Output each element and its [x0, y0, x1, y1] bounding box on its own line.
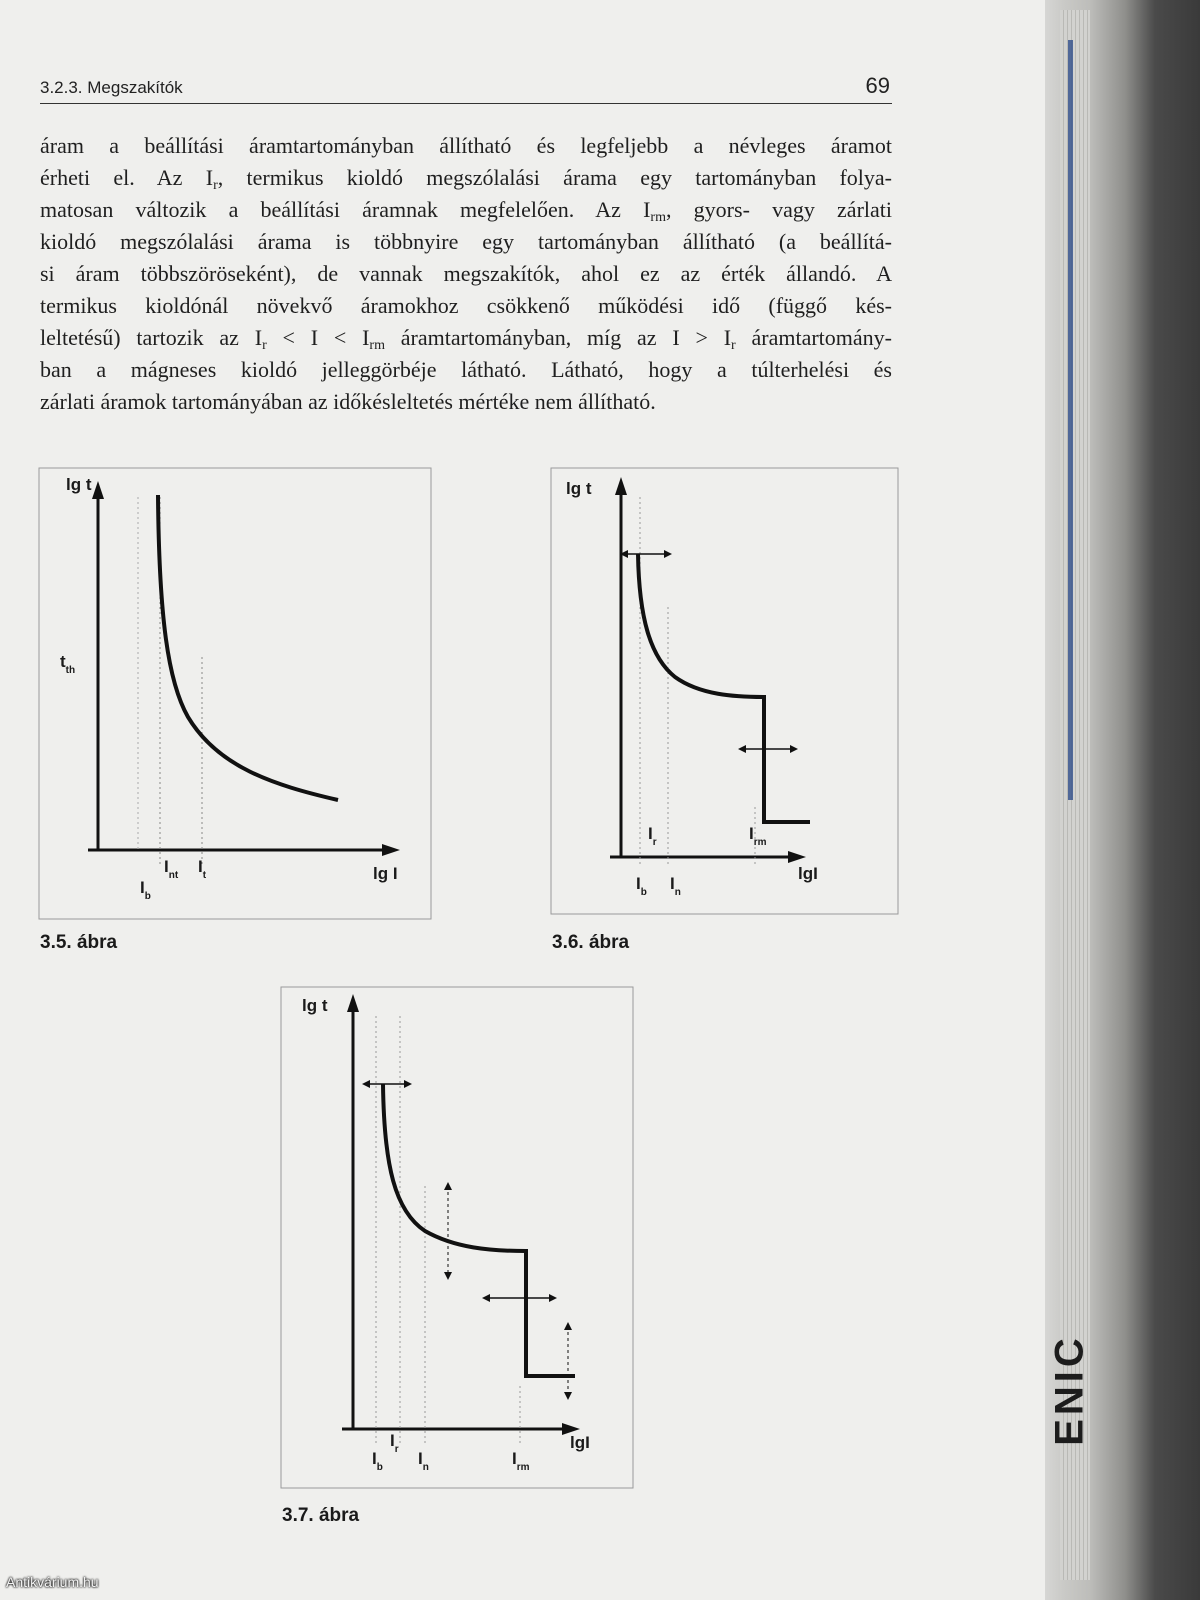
x-axis-label: lgI [798, 864, 818, 883]
text-line: áram a beállítási áramtartományban állítható és legfeljebb a névleges áramot [40, 133, 892, 158]
in-label: $I_n$ [670, 874, 681, 898]
text-line: érheti el. Az $I_r$, termikus kioldó megszólalási árama egy tartományban folya- [40, 165, 892, 193]
irm-label: $I_{rm}$ [512, 1449, 530, 1473]
header-rule [40, 103, 892, 104]
x-axis-label: lgI [570, 1433, 590, 1452]
y-axis-arrow [347, 994, 359, 1012]
ir-label: $I_r$ [648, 824, 657, 848]
ib-label: $I_b$ [372, 1449, 383, 1473]
spine-accent [1068, 40, 1073, 800]
y-axis-label: lg t [66, 475, 92, 494]
ir-label: $I_r$ [390, 1431, 399, 1455]
spine-title: ENIC [1048, 1334, 1092, 1446]
y-axis-label: lg t [566, 479, 592, 498]
figure-3-5-caption: 3.5. ábra [40, 932, 118, 953]
body-paragraph [40, 130, 892, 418]
trip-curve [158, 495, 338, 800]
irm-label: $I_{rm}$ [749, 824, 767, 848]
figure-frame [281, 987, 633, 1488]
figure-3-6 [550, 467, 900, 917]
y-axis-label: lg t [302, 996, 328, 1015]
t-th-label: $t_{th}$ [60, 652, 76, 676]
ib-label: $I_b$ [636, 874, 647, 898]
figure-3-7 [280, 986, 635, 1491]
text-line: zárlati áramok tartományában az időkésleltetés mértéke nem állítható. [40, 389, 656, 414]
int-label: $I_{nt}$ [164, 857, 179, 881]
watermark: Antikvárium.hu [6, 1574, 99, 1590]
text-line: si áram többszöröseként), de vannak megszakítók, ahol ez az érték állandó. A [40, 261, 892, 286]
text-line: ban a mágneses kioldó jelleggörbéje látható. Látható, hogy a túlterhelési és [40, 357, 892, 382]
figure-3-7-caption: 3.7. ábra [282, 1505, 360, 1526]
figure-3-6-caption: 3.6. ábra [552, 932, 630, 953]
text-line: kioldó megszólalási árama is többnyire egy tartományban állítható (a beállítá- [40, 229, 892, 254]
in-label: $I_n$ [418, 1449, 429, 1473]
y-axis-arrow [92, 481, 104, 499]
text-line: leltetésű) tartozik az $I_r < I < I_{rm}$ áramtartományban, míg az $I > I_r$ áramtartomány- [40, 325, 892, 353]
trip-curve [638, 554, 810, 822]
x-axis-arrow [788, 851, 806, 863]
it-label: $I_t$ [198, 857, 207, 881]
text-line: termikus kioldónál növekvő áramokhoz csökkenő működési idő (függő kés- [40, 293, 892, 318]
x-axis-label: lg I [373, 864, 398, 883]
y-axis-arrow [615, 477, 627, 495]
trip-curve [383, 1084, 575, 1376]
page-number: 69 [865, 73, 890, 98]
ib-label: $I_b$ [140, 878, 151, 902]
figure-frame [551, 468, 898, 914]
running-header-section: 3.2.3. Megszakítók [40, 78, 183, 97]
figure-3-5 [38, 467, 433, 922]
x-axis-arrow [382, 844, 400, 856]
text-line: matosan változik a beállítási áramnak megfelelően. Az $I_{rm}$, gyors- vagy zárlati [40, 197, 892, 225]
